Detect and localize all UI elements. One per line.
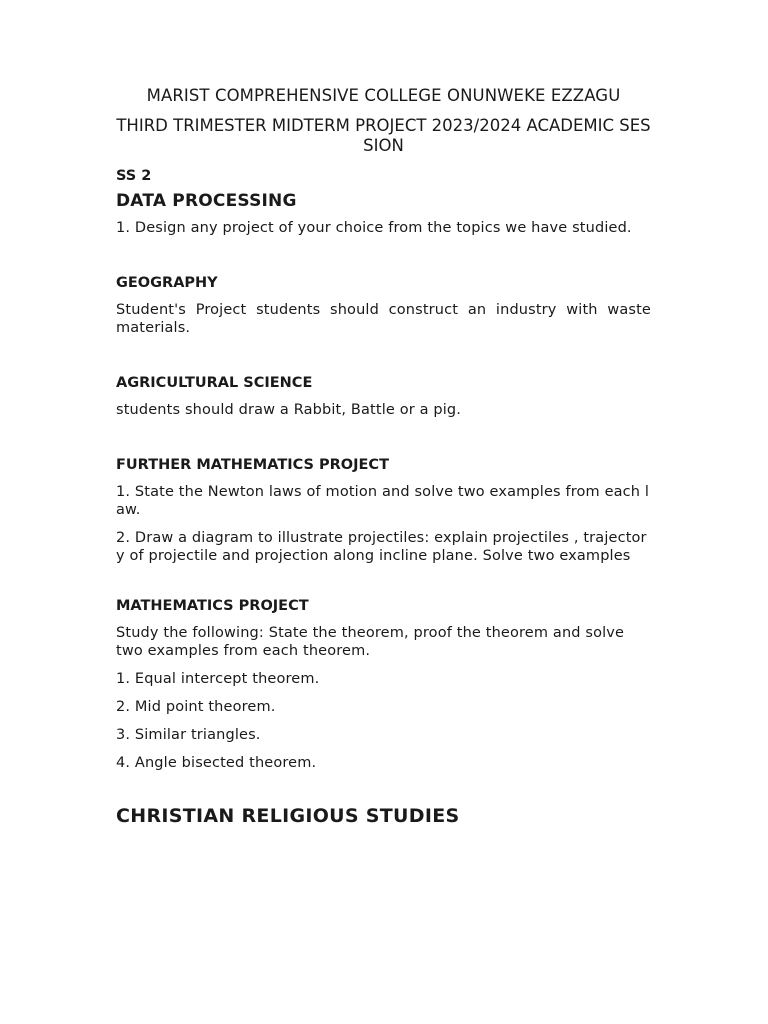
data-processing-item-1: 1. Design any project of your choice from the topics we have studied. (116, 220, 632, 236)
mathematics-item-2: 2. Mid point theorem. (116, 699, 276, 715)
geography-heading: GEOGRAPHY (116, 275, 218, 291)
mathematics-item-1: 1. Equal intercept theorem. (116, 671, 320, 687)
data-processing-heading: DATA PROCESSING (116, 191, 297, 211)
mathematics-item-4: 4. Angle bisected theorem. (116, 755, 317, 771)
mathematics-project-heading: MATHEMATICS PROJECT (116, 598, 309, 614)
geography-text: Student's Project students should construct an industry with waste materials. (116, 302, 651, 336)
mathematics-item-3: 3. Similar triangles. (116, 727, 261, 743)
school-name: MARIST COMPREHENSIVE COLLEGE ONUNWEKE EZZAGU (146, 86, 621, 105)
christian-religious-studies-heading: CHRISTIAN RELIGIOUS STUDIES (116, 805, 460, 827)
session-title: THIRD TRIMESTER MIDTERM PROJECT 2023/2024 ACADEMIC SESSION (116, 116, 651, 155)
further-mathematics-item-2: 2. Draw a diagram to illustrate projectiles: explain projectiles , trajectory of projectile and projection along incline plane. Solve two examples (116, 530, 647, 564)
agricultural-science-heading: AGRICULTURAL SCIENCE (116, 375, 313, 391)
agricultural-science-text: students should draw a Rabbit, Battle or a pig. (116, 402, 462, 418)
further-mathematics-heading: FURTHER MATHEMATICS PROJECT (116, 457, 389, 473)
document-page (116, 86, 651, 828)
class-label: SS 2 (116, 168, 152, 184)
mathematics-intro: Study the following: State the theorem, proof the theorem and solve two examples from each theorem. (116, 625, 625, 659)
further-mathematics-item-1: 1. State the Newton laws of motion and solve two examples from each law. (116, 484, 650, 518)
